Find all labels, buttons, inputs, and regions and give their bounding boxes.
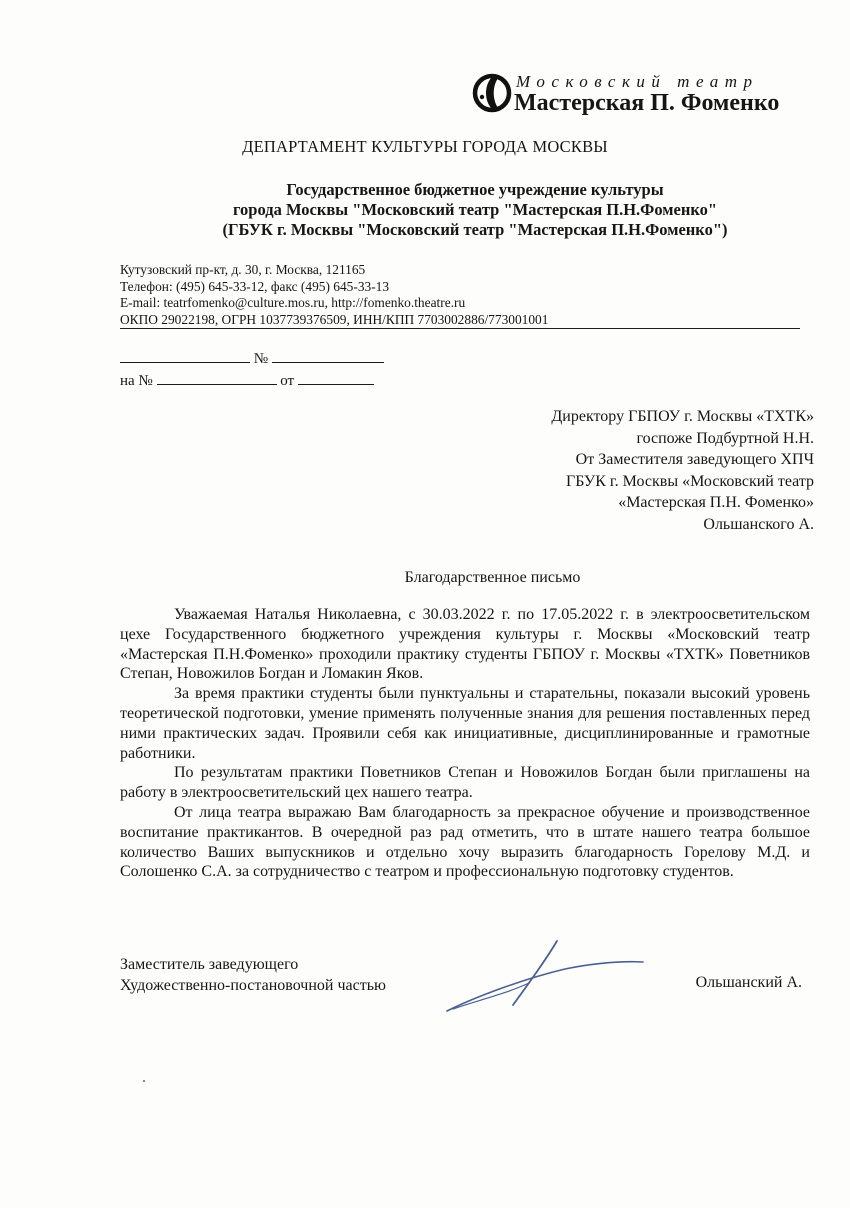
organization-line: Государственное бюджетное учреждение культуры xyxy=(286,180,664,199)
reference-prefix: на № xyxy=(120,373,153,389)
reference-from-label: от xyxy=(280,373,295,389)
logo-title: Мастерская П. Фоменко xyxy=(514,90,780,116)
organization-line: города Москвы "Московский театр "Мастерская П.Н.Фоменко" xyxy=(232,200,718,219)
registration-fields xyxy=(120,348,384,392)
letter-body xyxy=(120,605,810,882)
addressee-line: ГБУК г. Москвы «Московский театр xyxy=(566,472,814,490)
addressee-line: Ольшанского А. xyxy=(703,515,814,533)
phone-line: Телефон: (495) 645-33-12, факс (495) 645-33-13 xyxy=(120,278,390,294)
reference-number-blank xyxy=(157,370,277,385)
addressee-line: Директору ГБПОУ г. Москвы «ТХТК» xyxy=(551,408,814,425)
body-paragraph: Уважаемая Наталья Николаевна, с 30.03.2022 г. по 17.05.2022 г. в электроосветительском цехе Государственного бюджетного учреждения культуры г. Москвы «Московский театр «Мастерская П.Н.Фоменко» проходили практику студенты ГБПОУ г. Москвы «ТХТК» Поветников Степан, Новожилов Богдан и Ломакин Яков. xyxy=(120,606,810,683)
reference-row xyxy=(120,370,384,392)
outgoing-number-row xyxy=(120,348,384,370)
body-paragraph: От лица театра выражаю Вам благодарность за прекрасное обучение и производственное воспитание практикантов. В очередной раз рад отметить, что в штате нашего театра большое количество Ваших выпускников и отдельно хочу выразить благодарность Горелову М.Д. и Солошенко С.А. за сотрудничество с театром и профессиональную подготовку студентов. xyxy=(120,803,810,881)
outgoing-number-blank xyxy=(272,348,384,363)
contact-block xyxy=(120,262,548,328)
organization-name xyxy=(0,180,850,240)
letter-title: Благодарственное письмо xyxy=(404,569,581,586)
codes-line: ОКПО 29022198, ОГРН 1037739376509, ИНН/КПП 7703002886/773001001 xyxy=(120,311,549,327)
addressee-block xyxy=(551,406,814,535)
signatory-name: Ольшанский А. xyxy=(695,974,802,991)
body-paragraph: По результатам практики Поветников Степан и Новожилов Богдан были приглашены на работу в электроосветительский цех нашего театра. xyxy=(120,764,810,802)
signatory-position xyxy=(120,954,386,996)
organization-line: (ГБУК г. Москвы "Московский театр "Мастерская П.Н.Фоменко") xyxy=(222,220,728,239)
header-divider xyxy=(120,328,800,329)
position-line: Художественно-постановочной частью xyxy=(120,977,386,994)
address-line: Кутузовский пр-кт, д. 30, г. Москва, 121165 xyxy=(120,262,366,277)
reference-date-blank xyxy=(298,370,374,385)
theatre-emblem-icon xyxy=(472,73,512,113)
department-heading: ДЕПАРТАМЕНТ КУЛЬТУРЫ ГОРОДА МОСКВЫ xyxy=(242,137,608,156)
addressee-line: госпоже Подбуртной Н.Н. xyxy=(636,429,814,447)
position-line: Заместитель заведующего xyxy=(120,956,299,973)
body-paragraph: За время практики студенты были пунктуальны и старательны, показали высокий уровень теоретической подготовки, умение применять полученные знания для решения поставленных перед ними практических задач. Проявили себя как инициативные, дисциплинированные и грамотные работники. xyxy=(120,685,810,762)
scan-speck xyxy=(143,1080,145,1082)
email-line: E-mail: teatrfomenko@culture.mos.ru, http://fomenko.theatre.ru xyxy=(120,295,466,310)
logo-subtitle: Московский театр xyxy=(516,72,759,91)
outgoing-date-blank xyxy=(120,348,250,363)
addressee-line: «Мастерская П.Н. Фоменко» xyxy=(618,494,814,511)
addressee-line: От Заместителя заведующего ХПЧ xyxy=(575,451,814,468)
number-sign: № xyxy=(253,351,269,367)
handwritten-signature xyxy=(445,935,645,1025)
theatre-logo xyxy=(472,70,802,118)
